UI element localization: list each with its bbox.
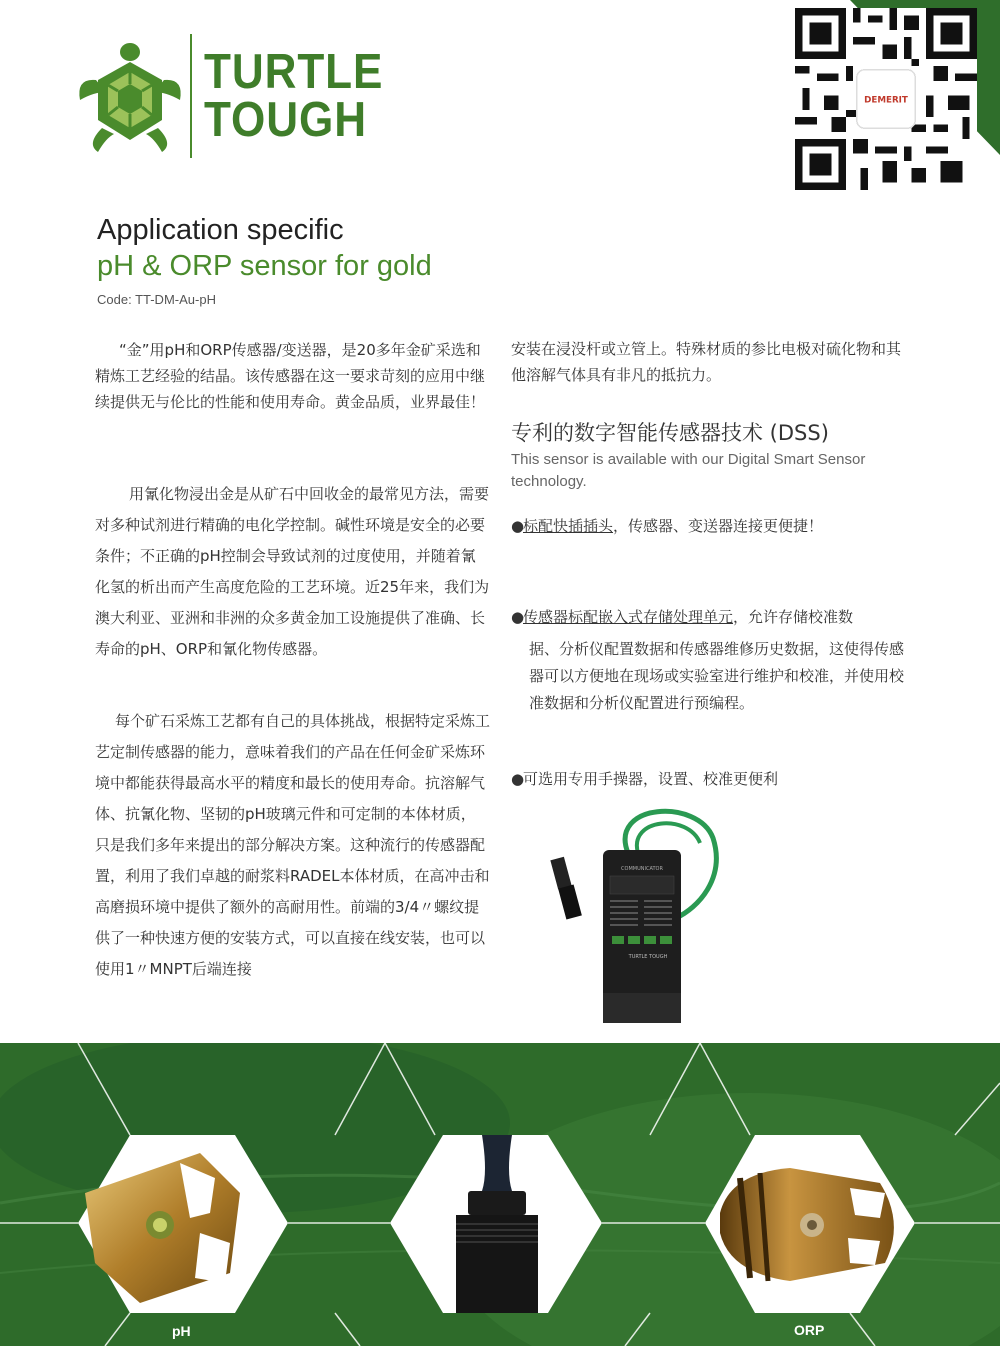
hexagon-pattern (0, 1043, 1000, 1346)
ph-label: pH (172, 1323, 191, 1339)
orp-label: ORP (794, 1322, 825, 1338)
turtle-icon (76, 40, 186, 160)
logo-divider (190, 34, 192, 158)
bullet-underlined: 传感器标配嵌入式存储处理单元 (523, 608, 734, 626)
dss-heading: 专利的数字智能传感器技术 (DSS) (511, 421, 829, 445)
device-brand: TURTLE TOUGH (628, 954, 668, 960)
intro-paragraph: “金”用pH和ORP传感器/变送器，是20多年金矿采选和精炼工艺经验的结晶。该传感器在这一要求苛刻的应用中继续提供无与伦比的性能和使用寿命。黄金品质，业界最佳！ (95, 341, 486, 411)
bullet-handheld (511, 766, 906, 793)
bullet-quick-plug (511, 513, 906, 540)
bullet-underlined: 标配快插插头 (523, 517, 614, 535)
bullet-dot: ● (511, 770, 525, 788)
bullet-embedded-storage (511, 604, 906, 631)
customization-paragraph: 每个矿石采炼工艺都有自己的具体挑战，根据特定采炼工艺定制传感器的能力，意味着我们的产品在任何金矿采炼环境中都能获得最高水平的精度和最长的使用寿命。抗溶解气体、抗氰化物、坚韧的pH玻璃元件和可定制的本体材质，只是我们多年来提出的部分解决方案。这种流行的传感器配置，利用了我们卓越的耐浆料RADEL本体材质，在高冲击和高磨损环境中提供了额外的高耐用性。前端的3/4〃螺纹提供了一种快速方便的安装方式，可以直接在线安装，也可以使用1〃MNPT后端连接 (95, 712, 491, 978)
page-title-line1: Application specific (97, 214, 344, 246)
installation-paragraph: 安装在浸没杆或立管上。特殊材质的参比电极对硫化物和其他溶解气体具有非凡的抵抗力。 (511, 340, 902, 384)
qr-center-label: DEMERIT (864, 95, 908, 106)
product-code: Code: TT-DM-Au-pH (97, 292, 216, 307)
cyanide-paragraph: 用氰化物浸出金是从矿石中回收金的最常见方法，需要对多种试剂进行精确的电化学控制。碱性环境是安全的必要条件；不正确的pH控制会导致试剂的过度使用，并随着氰化氢的析出而产生高度危险的工艺环境。近25年来，我们为澳大利亚、亚洲和非洲的众多黄金加工设施提供了准确、长寿命的pH、ORP和氰化物传感器。 (95, 485, 490, 658)
bullet-text: 可选用专用手操器，设置、校准更便利 (523, 770, 779, 788)
brand-logo (76, 32, 384, 162)
communicator-device-image (548, 808, 728, 1023)
bullet-dot: ● (511, 608, 525, 626)
brand-name-line2: TOUGH (204, 93, 367, 147)
page-title-line2: pH & ORP sensor for gold (97, 250, 432, 282)
bullet-continuation: 据、分析仪配置数据和传感器维修历史数据，这使得传感器可以方便地在现场或实验室进行维护和校准，并使用校准数据和分析仪配置进行预编程。 (529, 640, 905, 712)
bullet-text: ，传感器、变送器连接更便捷！ (613, 517, 824, 535)
bullet-text: ，允许存储校准数 (733, 608, 854, 626)
bullet-dot: ● (511, 517, 525, 535)
device-screen-label: COMMUNICATOR (621, 866, 663, 872)
brand-name-line1: TURTLE (204, 45, 384, 99)
orp-sensor-image (720, 1168, 894, 1281)
qr-code[interactable] (795, 8, 977, 190)
product-showcase-band (0, 1043, 1000, 1346)
dss-subtitle: This sensor is available with our Digital Smart Sensor technology. (511, 451, 866, 490)
